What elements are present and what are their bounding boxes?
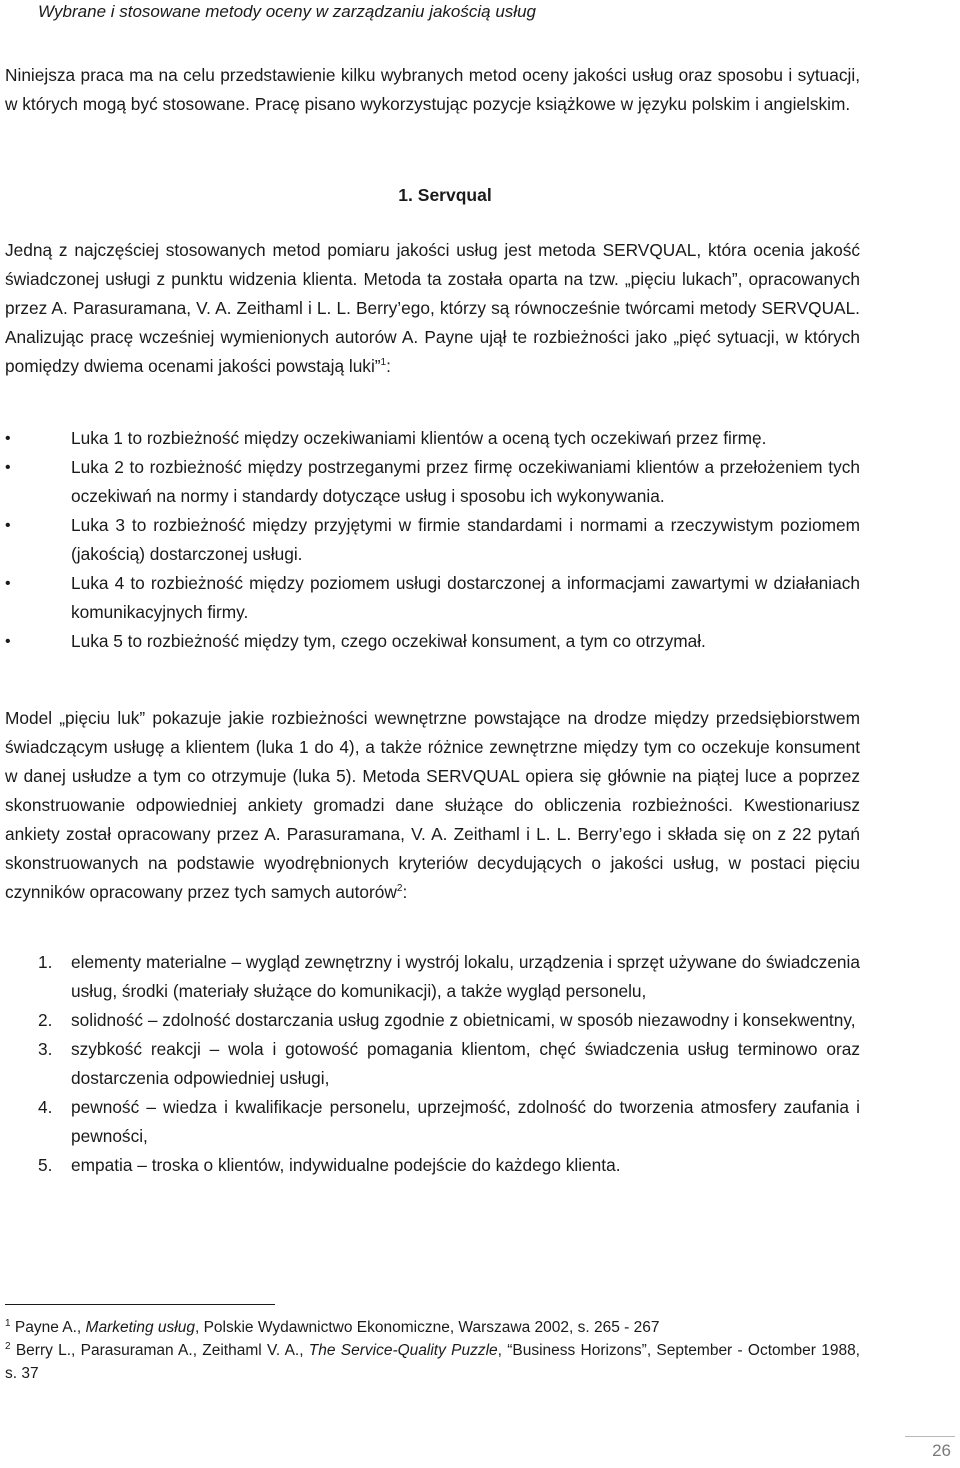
section-number: 1. bbox=[398, 185, 413, 205]
list-item bbox=[5, 1035, 860, 1093]
footnote-text-before: Berry L., Parasuraman A., Zeithaml V. A., bbox=[15, 1342, 309, 1359]
list-item bbox=[5, 1093, 860, 1151]
list-item bbox=[5, 453, 860, 511]
footnote-book-title: The Service-Quality Puzzle bbox=[308, 1342, 498, 1359]
list-item bbox=[5, 424, 860, 453]
dimension-text: pewność – wiedza i kwalifikacje personelu, uprzejmość, zdolność do tworzenia atmosfery zaufania i pewności, bbox=[71, 1097, 860, 1146]
item-number: 1. bbox=[38, 952, 53, 972]
footnote-mark: 1 bbox=[5, 1317, 11, 1329]
footnote-ref-1[interactable]: 1 bbox=[380, 357, 387, 369]
dimension-text: szybkość reakcji – wola i gotowość pomagania klientom, chęć świadczenia usług terminowo oraz dostarczenia odpowiedniej usługi, bbox=[71, 1039, 860, 1088]
gap-text: Luka 1 to rozbieżność między oczekiwaniami klientów a oceną tych oczekiwań przez firmę. bbox=[71, 428, 767, 448]
model-paragraph bbox=[5, 704, 860, 907]
gap-text: Luka 2 to rozbieżność między postrzeganymi przez firmę oczekiwaniami klientów a przełożeniem tych oczekiwań na normy i standardy dotyczące usług i sposobu ich wykonywania. bbox=[71, 457, 860, 506]
model-paragraph-end: : bbox=[402, 882, 408, 902]
footnote-mark: 2 bbox=[5, 1340, 11, 1352]
gap-text: Luka 4 to rozbieżność między poziomem usługi dostarczonej a informacjami zawartymi w działaniach komunikacyjnych firmy. bbox=[71, 573, 860, 622]
page-number-box bbox=[905, 1436, 955, 1467]
list-item bbox=[5, 1006, 860, 1035]
list-item bbox=[5, 511, 860, 569]
gap-list bbox=[5, 424, 860, 656]
dimension-text: elementy materialne – wygląd zewnętrzny i wystrój lokalu, urządzenia i sprzęt używane do świadczenia usług, środki (materiały służące do komunikacji), a także wygląd personelu, bbox=[71, 952, 860, 1001]
item-number: 3. bbox=[38, 1039, 53, 1059]
page-number: 26 bbox=[932, 1441, 951, 1460]
dimension-text: solidność – zdolność dostarczania usług zgodnie z obietnicami, w sposób niezawodny i konsekwentny, bbox=[71, 1010, 856, 1030]
running-title: Wybrane i stosowane metody oceny w zarządzaniu jakością usług bbox=[38, 2, 536, 21]
footnote-text-before: Payne A., bbox=[14, 1319, 86, 1336]
footnote-text-after: , “Business Horizons”, September - Octomber 1988, s. 37 bbox=[5, 1342, 860, 1382]
footnote-1 bbox=[5, 1316, 860, 1339]
footnote-text-after: , Polskie Wydawnictwo Ekonomiczne, Warszawa 2002, s. 265 - 267 bbox=[194, 1319, 660, 1336]
footnote-ref-2[interactable]: 2 bbox=[396, 883, 403, 895]
list-item bbox=[5, 569, 860, 627]
list-item bbox=[5, 948, 860, 1006]
footnotes bbox=[5, 1316, 860, 1385]
intro-paragraph: Niniejsza praca ma na celu przedstawienie kilku wybranych metod oceny jakości usług oraz sposobu i sytuacji, w których mogą być stosowane. Pracę pisano wykorzystując pozycje książkowe w języku polskim i angielskim. bbox=[5, 65, 860, 114]
section-title: Servqual bbox=[417, 185, 492, 205]
bullet-icon: • bbox=[5, 459, 11, 476]
item-number: 5. bbox=[38, 1155, 53, 1175]
footnote-separator bbox=[5, 1304, 275, 1305]
dimension-text: empatia – troska o klientów, indywidualne podejście do każdego klienta. bbox=[71, 1155, 621, 1175]
running-header bbox=[38, 0, 898, 23]
list-item bbox=[5, 627, 860, 656]
dimension-list bbox=[5, 948, 860, 1180]
servqual-paragraph-end: : bbox=[386, 356, 391, 376]
item-number: 2. bbox=[38, 1010, 53, 1030]
servqual-paragraph-text: Jedną z najczęściej stosowanych metod pomiaru jakości usług jest metoda SERVQUAL, która ocenia jakość świadczonej usługi z punktu widzenia klienta. Metoda ta została oparta na tzw. „pięciu lukach”, opracowanych przez A. Parasuramana, V. A. Zeithaml i L. L. Berry’ego, którzy są równocześnie twórcami metody SERVQUAL. Analizując pracę wcześniej wymienionych autorów A. Payne ujął te rozbieżności jako „pięć sytuacji, w których pomiędzy dwiema ocenami jakości powstają luki” bbox=[5, 240, 860, 376]
bullet-icon: • bbox=[5, 517, 11, 534]
gap-text: Luka 3 to rozbieżność między przyjętymi w firmie standardami i normami a rzeczywistym poziomem (jakością) dostarczonej usługi. bbox=[71, 515, 860, 564]
bullet-icon: • bbox=[5, 575, 11, 592]
footnote-2 bbox=[5, 1339, 860, 1385]
model-paragraph-text: Model „pięciu luk” pokazuje jakie rozbieżności wewnętrzne powstające na drodze między przedsiębiorstwem świadczącym usługę a klientem (luka 1 do 4), a także różnice zewnętrzne między tym co oczekuje konsument w danej usłudze a tym co otrzymuje (luka 5). Metoda SERVQUAL opiera się głównie na piątej luce a poprzez skonstruowanie odpowiedniej ankiety gromadzi dane służące do obliczenia rozbieżności. Kwestionariusz ankiety został opracowany przez A. Parasuramana, V. A. Zeithaml i L. L. Berry’ego i składa się on z 22 pytań skonstruowanych na podstawie wyodrębnionych kryteriów decydujących o jakości usług, w postaci pięciu czynników opracowany przez tych samych autorów bbox=[5, 708, 860, 902]
item-number: 4. bbox=[38, 1097, 53, 1117]
bullet-icon: • bbox=[5, 430, 11, 447]
footnote-book-title: Marketing usług bbox=[85, 1319, 195, 1336]
list-item bbox=[5, 1151, 860, 1180]
section-heading bbox=[0, 181, 890, 210]
servqual-paragraph bbox=[5, 236, 860, 381]
bullet-icon: • bbox=[5, 633, 11, 650]
gap-text: Luka 5 to rozbieżność między tym, czego oczekiwał konsument, a tym co otrzymał. bbox=[71, 631, 706, 651]
